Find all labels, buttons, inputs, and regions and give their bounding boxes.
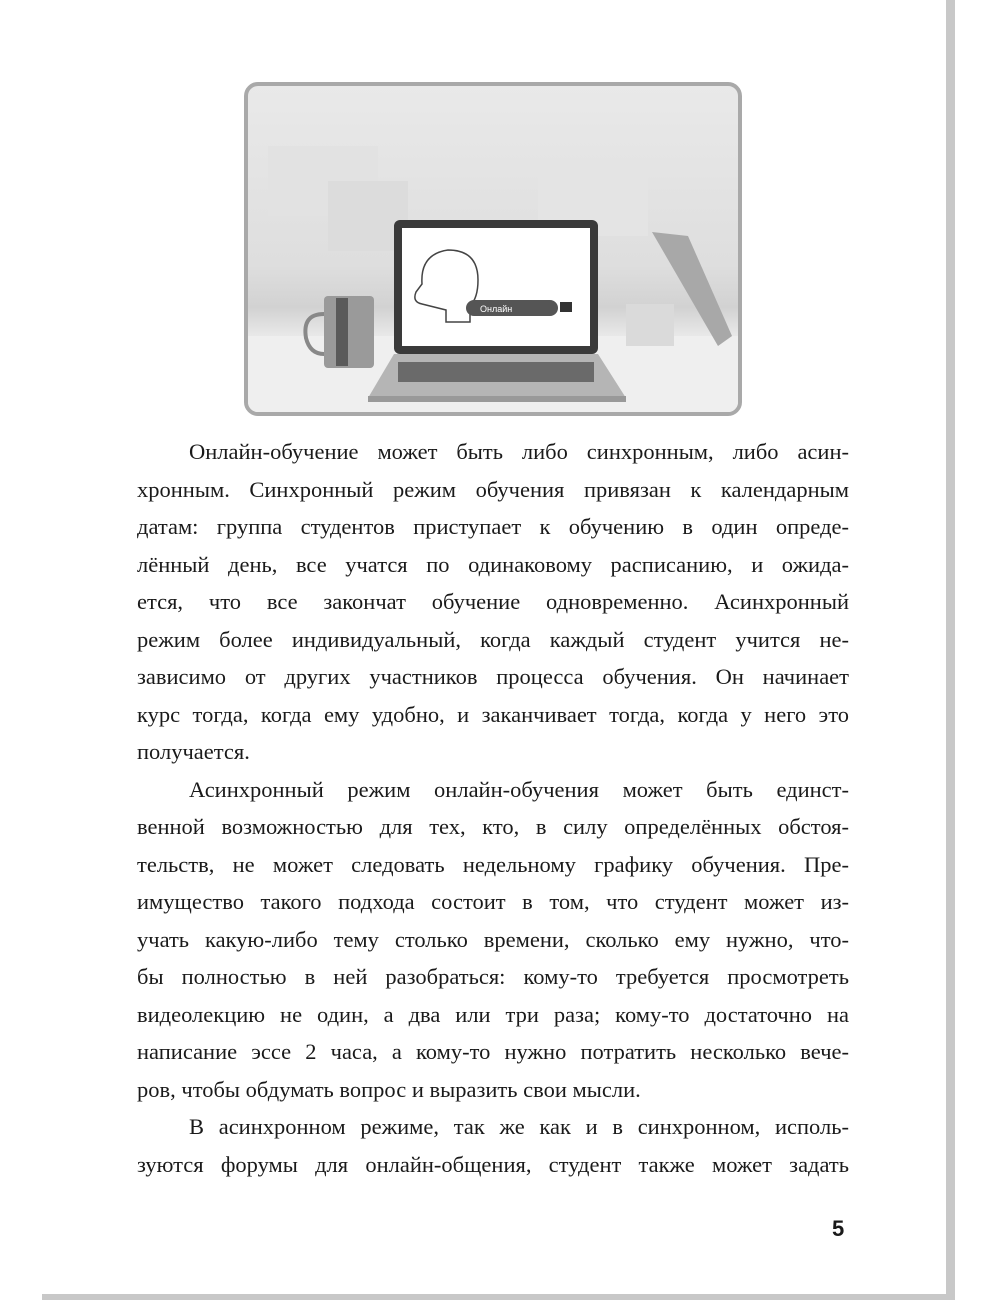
paragraph <box>137 1108 849 1183</box>
laptop-illustration <box>244 82 742 416</box>
text-line: ется, что все закончат обучение одновременно. Асинхронный <box>137 589 849 614</box>
text-line: ров, чтобы обдумать вопрос и выразить свои мысли. <box>137 1076 641 1102</box>
text-line: бы полностью в ней разобраться: кому-то требуется просмотреть <box>137 964 849 989</box>
text-line: получается. <box>137 739 250 764</box>
text-line: хронным. Синхронный режим обучения привязан к календарным <box>137 476 849 502</box>
body-text <box>137 433 849 1183</box>
text-line: написание эссе 2 часа, а кому-то нужно потратить несколько вече- <box>137 1039 849 1064</box>
page-edge-right <box>946 0 955 1300</box>
paragraph <box>137 433 849 771</box>
text-line: видеолекцию не один, а два или три раза; кому-то достаточно на <box>137 1001 849 1027</box>
text-line: лённый день, все учатся по одинаковому расписанию, и ожида- <box>137 551 849 577</box>
text-line: венной возможностью для тех, кто, в силу определённых обстоя- <box>137 814 849 839</box>
text-line: тельств, не может следовать недельному графику обучения. Пре- <box>137 851 849 877</box>
text-line: датам: группа студентов приступает к обучению в один опреде- <box>137 514 849 539</box>
screen-label: Онлайн <box>480 304 513 314</box>
text-line: зуются форумы для онлайн-общения, студент также может задать <box>137 1151 849 1177</box>
laptop-icon <box>368 220 626 402</box>
text-line: учать какую-либо тему столько времени, сколько ему нужно, что- <box>137 926 849 952</box>
text-line: курс тогда, когда ему удобно, и заканчивает тогда, когда у него это <box>137 701 849 727</box>
text-line: Асинхронный режим онлайн-обучения может быть единст- <box>189 776 849 802</box>
laptop-scene <box>248 86 738 412</box>
page-number: 5 <box>832 1216 845 1241</box>
text-line: Онлайн-обучение может быть либо синхронным, либо асин- <box>189 439 849 464</box>
plug-icon <box>560 302 572 312</box>
box <box>626 304 674 346</box>
text-line: зависимо от других участников процесса обучения. Он начинает <box>137 664 849 689</box>
text-line: режим более индивидуальный, когда каждый студент учится не- <box>137 626 849 652</box>
page-edge-bottom <box>42 1294 955 1300</box>
text-line: В асинхронном режиме, так же как и в синхронном, исполь- <box>189 1114 849 1139</box>
paragraph <box>137 771 849 1109</box>
text-line: имущество такого подхода состоит в том, что студент может из- <box>137 889 849 914</box>
